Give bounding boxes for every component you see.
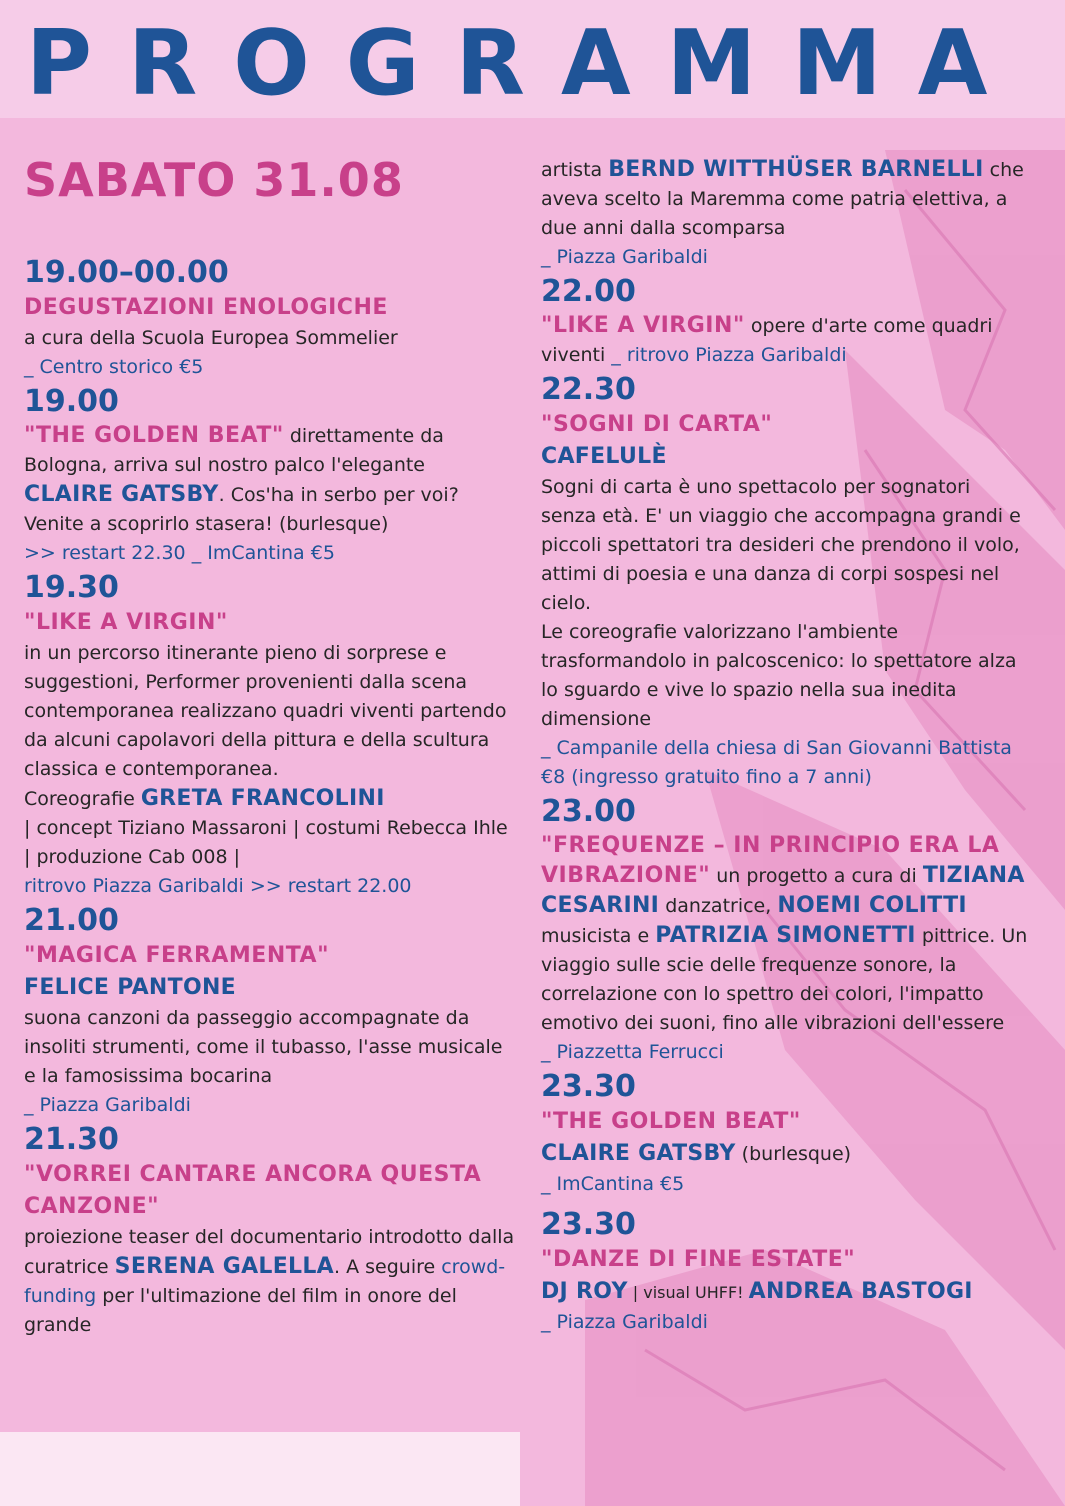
event-artist: CLAIRE GATSBY [541,1141,736,1166]
event-description [24,1223,516,1340]
day-heading: SABATO 31.08 [24,153,404,207]
event-time: 23.00 [541,794,636,829]
left-column [24,254,516,1341]
event-title: "SOGNI DI CARTA" [541,412,773,437]
event-text: | visual UHFF! [627,1283,749,1302]
event-title: "VORREI CANTARE ANCORA QUESTA CANZONE" [24,1162,482,1219]
event-location: _ ImCantina €5 [541,1173,685,1195]
event-title: "DANZE DI FINE ESTATE" [541,1247,856,1272]
event-vorrei-cantare [24,1121,516,1340]
event-credits [24,784,516,814]
event-description: in un percorso itinerante pieno di sorprese e suggestioni, Performer provenienti dalla scena contemporanea realizzano quadri viventi partendo da alcuni capolavori della pittura e della scultura classica e contemporanea. [24,642,507,780]
event-title: "LIKE A VIRGIN" [541,313,745,338]
event-description [541,1138,1031,1170]
event-golden-beat-2 [541,1068,1031,1199]
event-degustazioni [24,254,516,382]
event-time: 22.30 [541,372,636,407]
event-description-2: Le coreografie valorizzano l'ambiente trasformandolo in palcoscenico: lo spettatore alza lo sguardo e vive lo spazio nella sua inedita dimensione [541,621,1017,730]
event-description: a cura della Scuola Europea Sommelier [24,327,398,349]
event-text: (burlesque) [735,1143,852,1165]
event-description: Sogni di carta è uno spettacolo per sognatori senza età. E' un viaggio che accompagna grandi e piccoli spettatori tra desideri che prendono il volo, attimi di poesia e una danza di corpi sospesi nel cielo. [541,476,1021,614]
event-title: "THE GOLDEN BEAT" [541,1109,801,1134]
event-time: 22.00 [541,274,636,309]
event-magica-ferramenta [24,902,516,1120]
event-like-a-virgin-2 [541,273,1031,370]
event-description [541,831,1031,1038]
event-like-a-virgin [24,569,516,901]
event-sogni-di-carta [541,371,1031,792]
event-text: musicista e [541,925,656,947]
event-text: che aveva scelto la Maremma come patria elettiva, a due anni dalla scomparsa [541,159,1024,239]
event-time: 19.00–00.00 [24,255,229,290]
event-location: _ Piazza Garibaldi [541,1311,708,1333]
event-artist: CLAIRE GATSBY [24,482,219,507]
event-artist: GRETA FRANCOLINI [140,786,385,811]
event-artist: CAFELULÈ [541,444,667,469]
event-title: DEGUSTAZIONI ENOLOGICHE [24,295,388,320]
event-text: opere d'arte come quadri viventi [541,315,993,366]
event-title: "THE GOLDEN BEAT" [24,423,284,448]
event-frequenze [541,793,1031,1067]
event-time: 19.30 [24,570,119,605]
bottom-left-fade [0,1432,520,1506]
event-text: per l'ultimazione del film in onore del grande [24,1285,457,1336]
event-artist: TIZIANA CESARINI [541,863,1025,918]
event-location: ritrovo Piazza Garibaldi >> restart 22.00 [24,875,412,897]
event-text: un progetto a cura di [710,865,923,887]
event-text: artista [541,159,609,181]
event-credits-detail: | concept Tiziano Massaroni | costumi Rebecca Ihle | produzione Cab 008 | [24,817,508,868]
event-artist: SERENA GALELLA [114,1254,335,1279]
event-description [24,421,516,539]
event-location: _ ritrovo Piazza Garibaldi [611,344,847,366]
event-text: pittrice. Un viaggio sulle scie delle frequenze sonore, la correlazione con lo spettro dei colori, l'impatto emotivo dei suoni, fino alle vibrazioni dell'essere [541,925,1028,1034]
event-time: 23.30 [541,1069,636,1104]
event-description: suona canzoni da passeggio accompagnate da insoliti strumenti, come il tubasso, l'asse musicale e la famosissima bocarina [24,1007,503,1087]
event-continuation [541,155,1031,272]
event-description [541,311,1031,370]
event-time: 21.30 [24,1122,119,1157]
event-location: _ Centro storico €5 [24,356,204,378]
crowd-funding-link[interactable]: crowd-funding [24,1256,506,1307]
event-artist: FELICE PANTONE [24,975,236,1000]
credits-label: Coreografie [24,788,141,810]
event-text: danzatrice, [659,895,778,917]
event-text: direttamente da Bologna, arriva sul nostro palco l'elegante [24,425,444,476]
event-time: 23.30 [541,1207,636,1242]
event-artist: NOEMI COLITTI [777,893,967,918]
event-time: 21.00 [24,903,119,938]
event-location: >> restart 22.30 _ ImCantina €5 [24,542,335,564]
event-golden-beat [24,383,516,568]
event-location: _ Piazzetta Ferrucci [541,1041,724,1063]
event-description [541,155,1031,243]
event-text: . Cos'ha in serbo per voi? Venite a scoprirlo stasera! (burlesque) [24,484,459,535]
event-artist: BERND WITTHÜSER BARNELLI [608,157,984,182]
page-title: PROGRAMMA [26,11,1024,116]
event-title: "LIKE A VIRGIN" [24,610,228,635]
event-location: _ Campanile della chiesa di San Giovanni Battista €8 (ingresso gratuito fino a 7 anni) [541,737,1012,788]
event-description [541,1276,1031,1308]
event-artist: DJ ROY [541,1279,628,1304]
event-location: _ Piazza Garibaldi [24,1094,191,1116]
event-time: 19.00 [24,384,119,419]
event-title: "FREQUENZE – IN PRINCIPIO ERA LA VIBRAZIONE" [541,833,1000,888]
event-danze-fine-estate [541,1206,1031,1337]
event-location: _ Piazza Garibaldi [541,246,708,268]
event-title: "MAGICA FERRAMENTA" [24,943,330,968]
event-artist: PATRIZIA SIMONETTI [655,923,916,948]
right-column [541,155,1031,1338]
event-artist: ANDREA BASTOGI [748,1279,973,1304]
event-text: proiezione teaser del documentario introdotto dalla curatrice [24,1226,515,1278]
event-text: . A seguire [334,1256,442,1278]
